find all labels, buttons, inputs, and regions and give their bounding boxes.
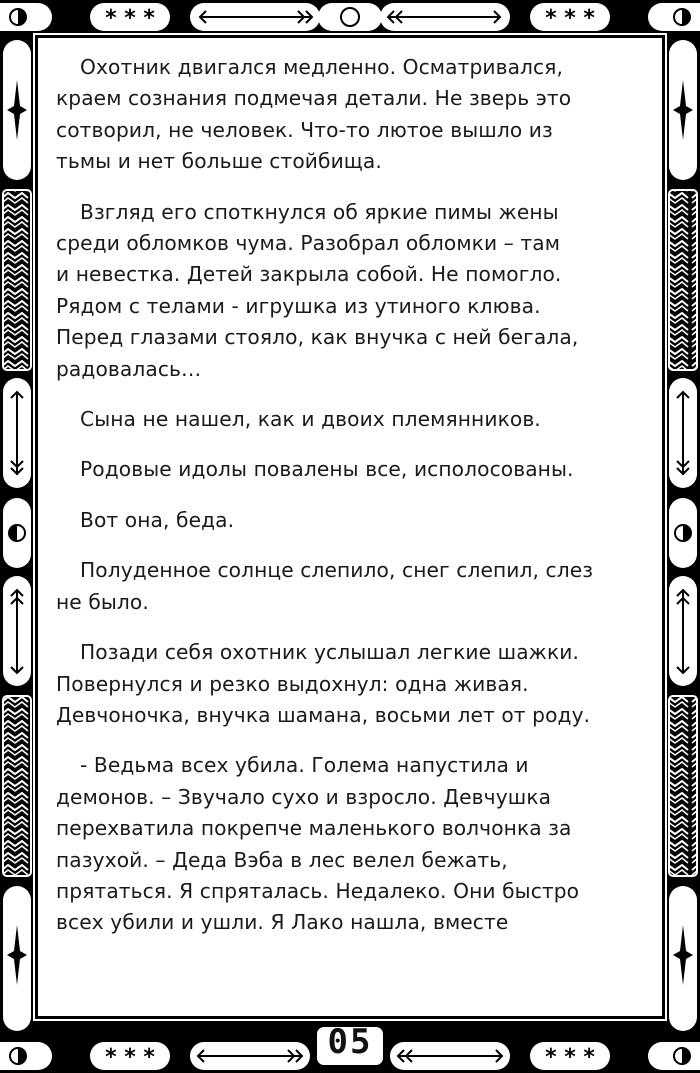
page-number: 05 [327,1022,373,1062]
paragraph-7: Позади себя охотник услышал легкие шажки. Повернулся и резко выдохнул: одна живая. Девчоночка, внучка шамана, восьми лет от роду. [56,640,591,727]
paragraph-5: Вот она, беда. [80,507,235,532]
paragraph-4: Родовые идолы повалены все, исполосованы. [80,457,574,482]
paragraph-3: Сына не нашел, как и двоих племянников. [80,407,541,432]
svg-text:* * *: * * * [105,1045,155,1070]
paragraph-8: - Ведьма всех убила. Голема напустила и демонов. – Звучало сухо и взросло. Девчушка перехватила покрепче маленького волчонка за пазухой. – Деда Вэба в лес велел бежать, прятаться. Я спряталась. Недалеко. Они быстро всех убили и ушли. Я Лако нашла, вместе [56,753,580,935]
paragraph-1: Охотник двигался медленно. Осматривался, краем сознания подмечая детали. Не зверь это сотворил, не человек. Что-то лютое вышло из тьмы и нет больше стойбища. [56,55,572,174]
paragraph-6: Полуденное солнце слепило, снег слепил, слез не было. [56,558,594,614]
paragraph-2: Взгляд его споткнулся об яркие пимы жены среди обломков чума. Разобрал обломки – там и невестка. Детей закрыла собой. Не помогло. Рядом с телами - игрушка из утиного клюва. Перед глазами стояло, как внучка с ней бегала, радовалась… [56,199,579,381]
svg-text:* * *: * * * [545,6,595,31]
top-ornament-band [0,3,700,31]
story-text [56,52,656,958]
svg-text:* * *: * * * [545,1045,595,1070]
text-panel [38,38,662,1016]
svg-text:* * *: * * * [105,6,155,31]
